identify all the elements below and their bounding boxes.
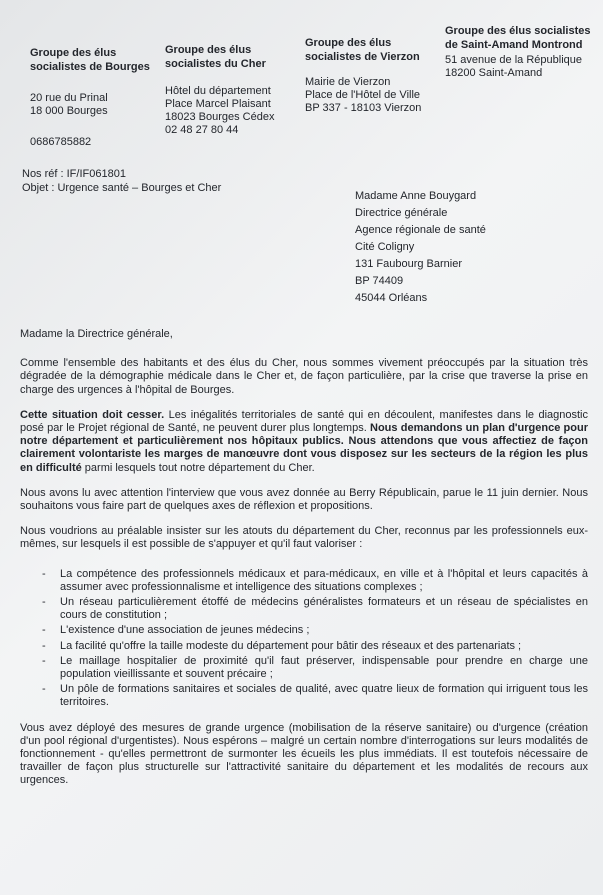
- paragraph: Nous voudrions au préalable insister sur les atouts du département du Cher, reconnus par les professionnels eux-mêmes, sur lesquels il est possible de s'appuyer et qu'il faut valoriser :: [20, 525, 588, 551]
- reference-block: [22, 167, 221, 195]
- sender-address-line: 18200 Saint-Amand: [445, 67, 543, 79]
- sender-address: [305, 76, 435, 115]
- recipient-line: Madame Anne Bouygard: [355, 190, 477, 202]
- list-item: - Un pôle de formations sanitaires et sociales de qualité, avec quatre lieux de formation qui irriguent tous les territoires.: [20, 683, 588, 709]
- sender-address-line: Place de l'Hôtel de Ville: [305, 89, 421, 101]
- reference-line: Nos réf : IF/IF061801: [22, 168, 126, 180]
- recipient-line: Agence régionale de santé: [355, 224, 486, 236]
- bold-text: Cette situation doit cesser.: [20, 408, 165, 421]
- list-item: - Un réseau particulièrement étoffé de médecins généralistes formateurs et un réseau de spécialistes en cours de constitution ;: [20, 596, 588, 622]
- list-item: - La compétence des professionnels médicaux et para-médicaux, en ville et à l'hôpital et leurs capacités à assumer avec professionnalisme et intelligence des situations complexes ;: [20, 568, 588, 594]
- bold-text: Nous demandons un plan d'urgence pour notre département et particulièrement nos hôpitaux publics. Nous attendons que vous affectiez de façon clairement volontariste les marges de manœuvre dont vous disposez sur les secteurs de la région les plus en difficulté: [20, 422, 588, 474]
- sender-address-line: 20 rue du Prinal: [30, 92, 108, 104]
- sender-address-line: Mairie de Vierzon: [305, 76, 391, 88]
- paragraph: [20, 409, 588, 475]
- sender-address: [30, 92, 160, 118]
- paragraph-text: parmi lesquels tout notre département du Cher.: [81, 461, 315, 474]
- sender-address-line: Hôtel du département: [165, 85, 271, 97]
- paragraph-text: Les inégalités territoriales de santé qui en découlent, manifestes dans le diagnostic posé par le Projet régional de Santé, ne peuvent durer plus longtemps.: [20, 408, 589, 435]
- recipient-address: [355, 188, 486, 307]
- sender-name: Groupe des élus socialistes du Cher: [165, 44, 266, 70]
- list-item: - La facilité qu'offre la taille modeste du département pour bâtir des réseaux et des partenariats ;: [20, 640, 588, 653]
- sender-vierzon: [305, 36, 435, 115]
- sender-address: [445, 54, 595, 80]
- letter-body: [20, 328, 588, 800]
- sender-address-line: BP 337 - 18103 Vierzon: [305, 102, 422, 114]
- sender-saint-amand: [445, 24, 595, 80]
- recipient-line: 131 Faubourg Barnier: [355, 258, 463, 270]
- sender-phone: 02 48 27 80 44: [165, 124, 239, 136]
- sender-address: [165, 85, 295, 124]
- list-item: - L'existence d'une association de jeunes médecins ;: [20, 624, 588, 637]
- salutation: Madame la Directrice générale,: [20, 328, 173, 340]
- sender-address-line: 18 000 Bourges: [30, 105, 108, 117]
- sender-address-line: 51 avenue de la République: [445, 54, 583, 66]
- sender-name: Groupe des élus socialistes de Bourges: [30, 47, 150, 73]
- subject-line: Objet : Urgence santé – Bourges et Cher: [22, 182, 222, 194]
- paragraph: Vous avez déployé des mesures de grande urgence (mobilisation de la réserve sanitaire) ou d'urgence (création d'un pool régional d'urgentistes). Nous espérons – malgré un certain nombre d'interrogations sur leurs modalités de fonctionnement - qu'elles permettront de surmonter les écueils les plus immédiats. Il est toutefois nécessaire de travailler de façon plus structurelle sur l'attractivité sanitaire du département et les modalités de recours aux urgences.: [20, 721, 588, 787]
- strengths-list: [20, 568, 588, 710]
- list-item: - Le maillage hospitalier de proximité qu'il faut préserver, indispensable pour prendre en charge une population vieillissante et souvent précaire ;: [20, 655, 588, 681]
- recipient-line: Directrice générale: [355, 207, 448, 219]
- paragraph: Nous avons lu avec attention l'interview que vous avez donnée au Berry Républicain, parue le 11 juin dernier. Nous souhaitons vous faire part de quelques axes de réflexion et propositions.: [20, 486, 588, 513]
- recipient-line: BP 74409: [355, 275, 404, 287]
- sender-name: Groupe des élus socialistes de Vierzon: [305, 37, 420, 63]
- paragraph: Comme l'ensemble des habitants et des élus du Cher, nous sommes vivement préoccupés par la situation très dégradée de la démographie médicale dans le Cher et, de façon particulière, par la crise que traverse la prise en charge des urgences à l'hôpital de Bourges.: [20, 357, 588, 396]
- recipient-line: Cité Coligny: [355, 241, 415, 253]
- sender-name: Groupe des élus socialistes de Saint-Amand Montrond: [445, 25, 591, 51]
- sender-phone: 0686785882: [30, 136, 92, 148]
- recipient-line: 45044 Orléans: [355, 292, 428, 304]
- sender-bourges: [30, 46, 160, 149]
- sender-address-line: 18023 Bourges Cédex: [165, 111, 275, 123]
- sender-address-line: Place Marcel Plaisant: [165, 98, 271, 110]
- sender-cher: [165, 43, 295, 137]
